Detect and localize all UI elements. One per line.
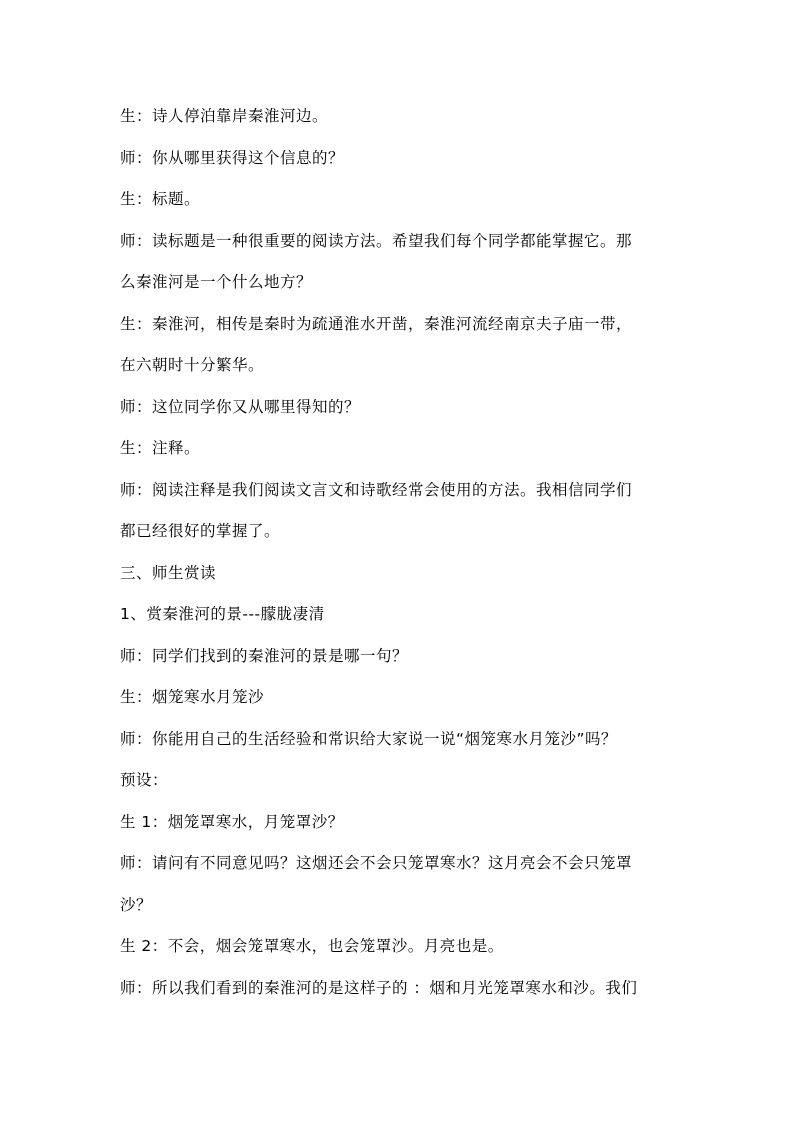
text-line: 生：注释。 xyxy=(120,439,201,457)
text-line: 师：这位同学你又从哪里得知的？ xyxy=(120,397,361,416)
text-line: 师：你从哪里获得这个信息的？ xyxy=(120,148,345,167)
section-heading: 三、师生赏读 xyxy=(120,563,217,582)
text-line: 生：诗人停泊靠岸秦淮河边。 xyxy=(120,107,329,125)
text-line: 师：你能用自己的生活经验和常识给大家说一说“烟笼寒水月笼沙”吗？ xyxy=(120,729,618,748)
text-line: 么秦淮河是一个什么地方？ xyxy=(120,273,313,291)
text-line: 师：阅读注释是我们阅读文言文和诗歌经常会使用的方法。我相信同学们 xyxy=(120,480,633,499)
text-line: 师：同学们找到的秦淮河的景是哪一句？ xyxy=(120,646,409,665)
text-line: 生 1：烟笼罩寒水，月笼罩沙？ xyxy=(120,812,344,831)
text-line: 生：秦淮河，相传是秦时为疏通淮水开凿，秦淮河流经南京夫子庙一带， xyxy=(120,314,633,333)
text-line: 预设： xyxy=(120,771,169,789)
text-line: 师：所以我们看到的秦淮河的是这样子的 ：烟和月光笼罩寒水和沙。我们 xyxy=(120,978,638,997)
text-line: 师：请问有不同意见吗？这烟还会不会只笼罩寒水？这月亮会不会只笼罩 xyxy=(120,854,633,872)
text-line: 生：烟笼寒水月笼沙 xyxy=(120,688,265,706)
subsection-heading: 1、赏秦淮河的景---朦胧凄清 xyxy=(120,605,325,623)
text-line: 生：标题。 xyxy=(120,190,201,208)
text-line: 生 2：不会，烟会笼罩寒水，也会笼罩沙。月亮也是。 xyxy=(120,937,504,955)
text-line: 都已经很好的掌握了。 xyxy=(120,522,281,540)
text-line: 在六朝时十分繁华。 xyxy=(120,356,265,374)
text-line: 沙？ xyxy=(120,895,153,914)
document-body xyxy=(120,104,680,1017)
text-line: 师：读标题是一种很重要的阅读方法。希望我们每个同学都能掌握它。那 xyxy=(120,231,633,250)
